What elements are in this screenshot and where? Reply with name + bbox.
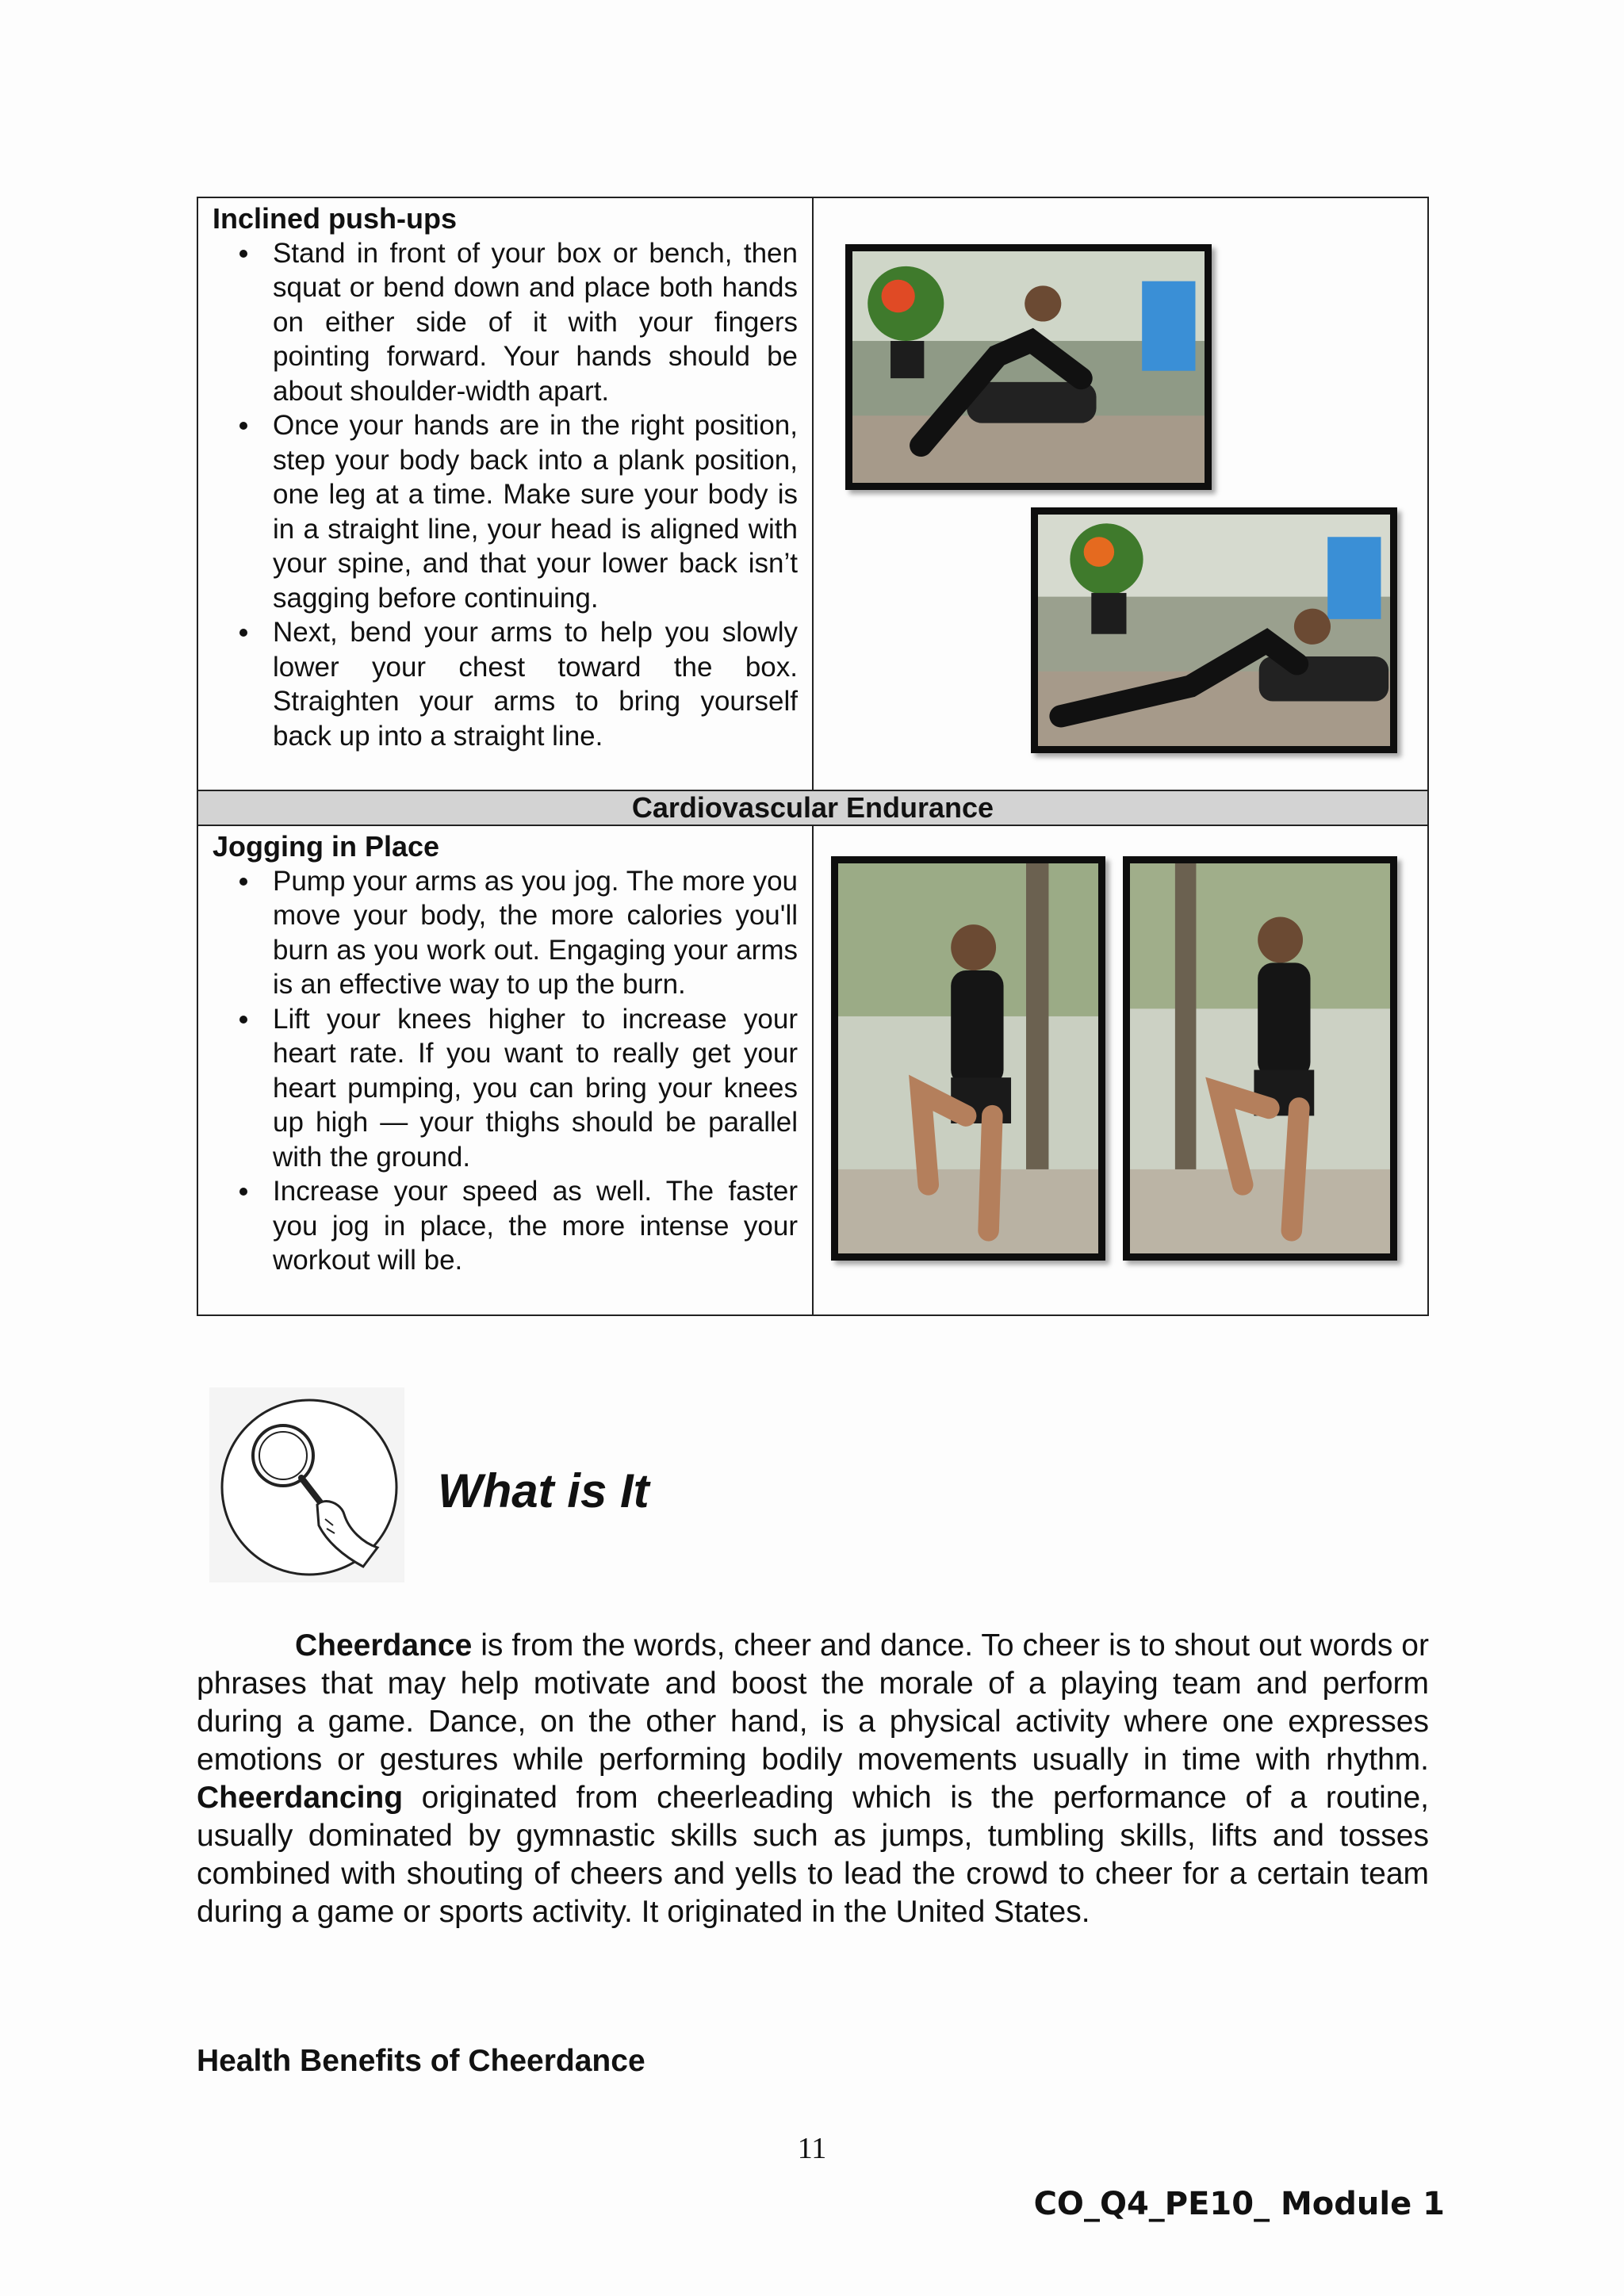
inclined-pushups-title: Inclined push-ups [213,202,458,235]
list-item: Pump your arms as you jog. The more you move your body, the more calories you'll burn as you work out. Engaging your arms is an effective way to up the burn. [213,864,798,1002]
list-item: Stand in front of your box or bench, then squat or bend down and place both hands on either side of it with your fingers pointing forward. Your hands should be about shoulder-width apart. [213,236,798,409]
jogging-steps [213,864,798,1278]
jogging-title: Jogging in Place [213,830,440,863]
cardiovascular-section-row [197,790,1428,825]
exercise-table [197,197,1429,1316]
list-item: Once your hands are in the right position, step your body back into a plank position, one leg at a time. Make sure your body is in a straight line, your head is aligned with your spine, and that your lower back isn’t sagging before continuing. [213,408,798,615]
inclined-pushups-image-cell [813,197,1428,790]
what-is-it-title: What is It [438,1464,649,1517]
inclined-pushups-steps [213,236,798,754]
pushup-lowered-photo [1031,507,1397,753]
cheerdance-term: Cheerdance [295,1628,473,1663]
cheerdancing-term: Cheerdancing [197,1781,404,1815]
definition-text-1: is from the words, cheer and dance. To cheer is to shout out words or phrases that may help motivate and boost the morale of a playing team and perform during a game. Dance, on the other hand, is a physical activity where one expresses emotions or gestures while performing bodily movements usually in time with rhythm. [197,1628,1429,1777]
jogging-photo-2 [1123,856,1397,1261]
cheerdance-definition-paragraph [197,1627,1429,1931]
inclined-pushups-text-cell [197,197,813,790]
page-number: 11 [797,2132,827,2165]
jogging-image-cell [813,825,1428,1315]
pushup-start-photo [845,244,1212,490]
module-code: CO_Q4_PE10_ Module 1 [1033,2186,1445,2222]
magnifying-glass-icon [208,1386,406,1584]
definition-text-2: originated from cheerleading which is the performance of a routine, usually dominated by gymnastic skills such as jumps, tumbling skills, lifts and tosses combined with shouting of cheers and yells to lead the crowd to cheer for a certain team during a game or sports activity. It originated in the United States. [197,1781,1429,1929]
jogging-photo-1 [831,856,1105,1261]
jogging-row [197,825,1428,1315]
jogging-text-cell [197,825,813,1315]
inclined-pushups-row [197,197,1428,790]
health-benefits-heading: Health Benefits of Cheerdance [197,2044,645,2078]
list-item: Next, bend your arms to help you slowly lower your chest toward the box. Straighten your arms to bring yourself back up into a straight line. [213,615,798,753]
list-item: Lift your knees higher to increase your heart rate. If you want to really get your heart pumping, you can bring your knees up high — your thighs should be parallel with the ground. [213,1002,798,1175]
list-item: Increase your speed as well. The faster you jog in place, the more intense your workout will be. [213,1174,798,1278]
section-header: Cardiovascular Endurance [197,790,1428,825]
